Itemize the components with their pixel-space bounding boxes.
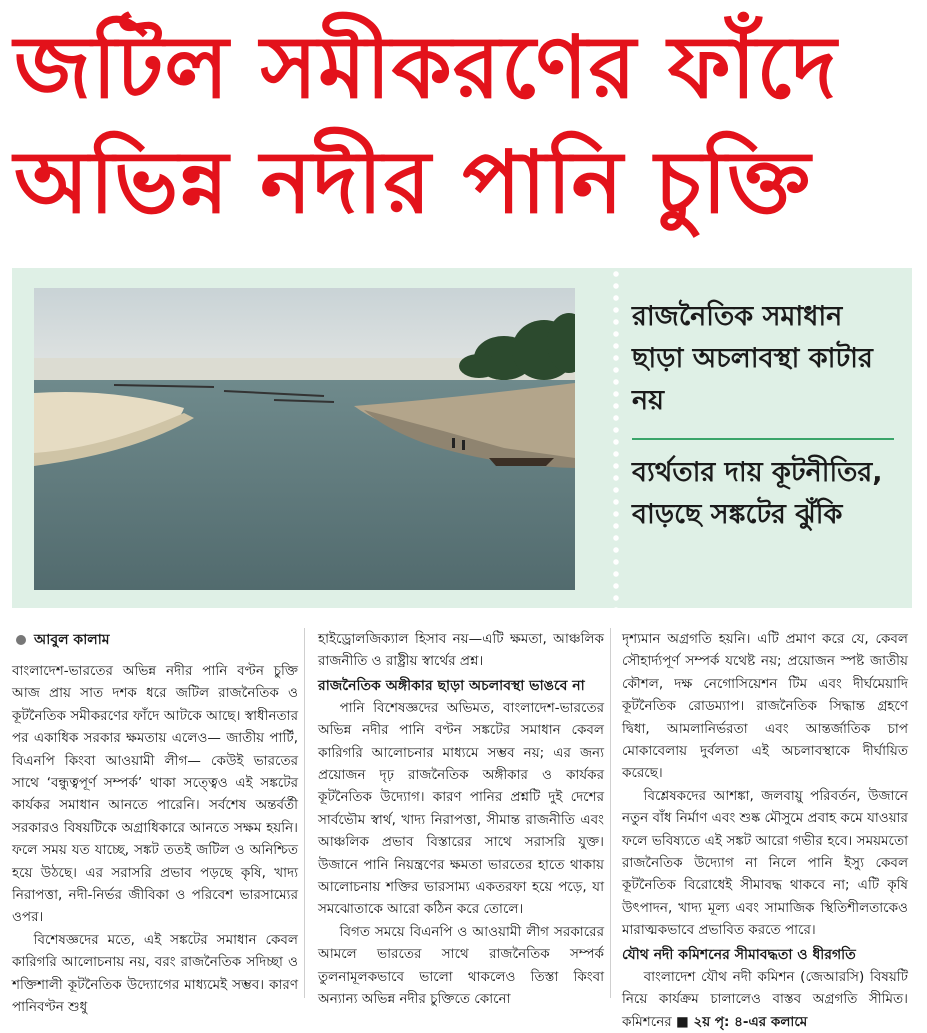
col3-paragraph-3	[622, 966, 908, 1033]
article-column-1	[12, 628, 298, 1019]
article-column-3	[622, 628, 908, 1033]
section-heading-2: যৌথ নদী কমিশনের সীমাবদ্ধতা ও ধীরগতি	[622, 946, 856, 963]
col1-paragraph-2: বিশেষজ্ঞদের মতে, এই সঙ্কটের সমাধান কেবল কারিগরি আলোচনায় নয়, বরং রাজনৈতিক সদিচ্ছা ও শক্তিশালী কূটনৈতিক উদ্যোগের মাধ্যমেই সম্ভব। কারণ পানিবণ্টন শুধু	[12, 931, 298, 1016]
headline-line-1: জটিল সমীকরণের ফাঁদে	[14, 18, 838, 118]
col3-paragraph-1: দৃশ্যমান অগ্রগতি হয়নি। এটি প্রমাণ করে যে, কেবল সৌহার্দ্যপূর্ণ সম্পর্ক যথেষ্ট নয়; প্রয়োজন স্পষ্ট জাতীয় কৌশল, দক্ষ নেগোসিয়েশন টিম এবং দীর্ঘমেয়াদি কূটনৈতিক রোডম্যাপ। রাজনৈতিক সিদ্ধান্ত গ্রহণে দ্বিধা, আমলানির্ভরতা এবং আন্তর্জাতিক চাপ মোকাবেলায় দুর্বলতা এই অচলাবস্থাকে দীর্ঘায়িত করেছে।	[622, 631, 908, 782]
bullet-icon	[16, 635, 26, 645]
section-heading-1: রাজনৈতিক অঙ্গীকার ছাড়া অচলাবস্থা ভাঙবে না	[318, 677, 585, 694]
author-name: আবুল কালাম	[34, 631, 110, 648]
article-column-2	[318, 628, 604, 1011]
col2-paragraph-1: হাইড্রোলজিক্যাল হিসাব নয়—এটি ক্ষমতা, আঞ্চলিক রাজনীতি ও রাষ্ট্রীয় স্বার্থের প্রশ্ন।	[318, 631, 604, 670]
col3-paragraph-2: বিশ্লেষকদের আশঙ্কা, জলবায়ু পরিবর্তন, উজানে নতুন বাঁধ নির্মাণ এবং শুষ্ক মৌসুমে প্রবাহ কমে যাওয়ার ফলে ভবিষ্যতে এই সঙ্কট আরো গভীর হবে। সময়মতো রাজনৈতিক উদ্যোগ না নিলে পানি ইস্যু কেবল কূটনৈতিক বিরোধেই সীমাবদ্ধ থাকবে না; এটি কৃষি উৎপাদন, খাদ্য মূল্য এবং সামাজিক স্থিতিশীলতাকেও মারাত্মকভাবে প্রভাবিত করতে পারে।	[622, 787, 908, 939]
feature-panel	[12, 268, 912, 608]
byline	[12, 628, 298, 652]
col2-paragraph-2: পানি বিশেষজ্ঞদের অভিমত, বাংলাদেশ-ভারতের অভিন্ন নদীর পানি বণ্টন সঙ্কটের সমাধান কেবল কারিগরি আলোচনার মাধ্যমে সম্ভব নয়; এর জন্য প্রয়োজন দৃঢ় রাজনৈতিক অঙ্গীকার ও কার্যকর কূটনৈতিক উদ্যোগ। কারণ পানির প্রশ্নটি দুই দেশের সার্বভৌম স্বার্থ, খাদ্য নিরাপত্তা, সীমান্ত রাজনীতি এবং আঞ্চলিক প্রভাব বিস্তারের সাথে সরাসরি যুক্ত। উজানে পানি নিয়ন্ত্রণের ক্ষমতা ভারতের হাতে থাকায় আলোচনায় শক্তির ভারসাম্য একতরফা হয়ে পড়ে, যা সমঝোতাকে আরো কঠিন করে তোলে।	[318, 699, 604, 918]
column-rule-1	[304, 628, 305, 998]
subhead-second: ব্যর্থতার দায় কূটনীতির, বাড়ছে সঙ্কটের ঝুঁকি	[632, 457, 883, 530]
perforated-divider	[610, 268, 622, 608]
col2-paragraph-3: বিগত সময়ে বিএনপি ও আওয়ামী লীগ সরকারের আমলে ভারতের সাথে রাজনৈতিক সম্পর্ক তুলনামূলকভাবে ভালো থাকলেও তিস্তা কিংবা অন্যান্য অভিন্ন নদীর চুক্তিতে কোনো	[318, 923, 604, 1008]
subhead-first: রাজনৈতিক সমাধান ছাড়া অচলাবস্থা কাটার নয়	[632, 301, 873, 416]
river-photo	[34, 288, 575, 590]
subhead-divider	[632, 438, 894, 440]
col3-paragraph-3-text: বাংলাদেশ যৌথ নদী কমিশন (জেআরসি) বিষয়টি নিয়ে কার্যক্রম চালালেও বাস্তব অগ্রগতি সীমিত। কমিশনের	[622, 968, 908, 1030]
col1-paragraph-1: বাংলাদেশ-ভারতের অভিন্ন নদীর পানি বণ্টন চুক্তি আজ প্রায় সাত দশক ধরে জটিল রাজনৈতিক ও কূটনৈতিক সমীকরণের ফাঁদে আটকে আছে। স্বাধীনতার পর একাধিক সরকার ক্ষমতায় এলেও— জাতীয় পার্টি, বিএনপি কিংবা আওয়ামী লীগ— কেউই ভারতের সাথে ‘বন্ধুত্বপূর্ণ সম্পর্ক’ থাকা সত্ত্বেও এই সঙ্কটের কার্যকর সমাধান আনতে পারেনি। সর্বশেষ অন্তর্বর্তী সরকারও বিষয়টিকে অগ্রাধিকারে আনতে সক্ষম হয়নি। ফলে সময় যত যাচ্ছে, সঙ্কট ততই জটিল ও অনিশ্চিত হয়ে উঠছে। এর সরাসরি প্রভাব পড়ছে কৃষি, খাদ্য নিরাপত্তা, নদী-নির্ভর জীবিকা ও পরিবেশ ভারসাম্যের ওপর।	[12, 663, 298, 926]
headline-line-2: অভিন্ন নদীর পানি চুক্তি	[14, 133, 812, 233]
river-photo-image	[34, 288, 575, 590]
continuation-reference[interactable]: ■ ২য় পৃ: ৪-এর কলামে	[676, 1013, 808, 1030]
column-rule-2	[610, 628, 611, 998]
